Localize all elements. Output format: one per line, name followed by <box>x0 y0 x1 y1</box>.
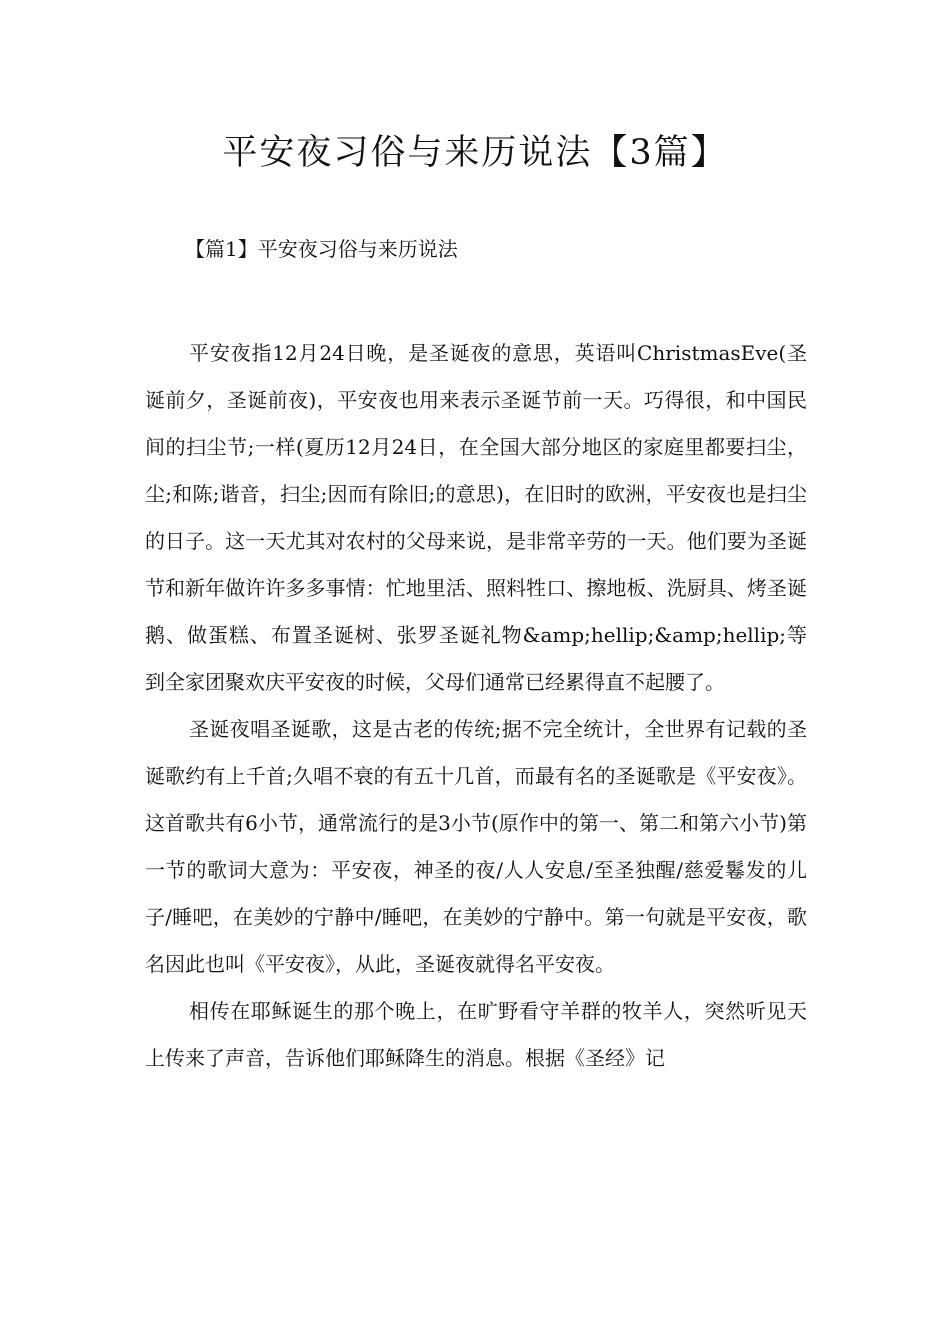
paragraph-3: 相传在耶稣诞生的那个晚上，在旷野看守羊群的牧羊人，突然听见天上传来了声音，告诉他们耶稣降生的消息。根据《圣经》记 <box>145 999 807 1070</box>
section-heading: 【篇1】平安夜习俗与来历说法 <box>185 237 458 261</box>
paragraph-1: 平安夜指12月24日晚，是圣诞夜的意思，英语叫ChristmasEve(圣诞前夕，圣诞前夜)，平安夜也用来表示圣诞节前一天。巧得很，和中国民间的扫尘节;一样(夏历12月24日，在全国大部分地区的家庭里都要扫尘，尘;和陈;谐音，扫尘;因而有除旧;的意思)，在旧时的欧洲，平安夜也是扫尘的日子。这一天尤其对农村的父母来说，是非常辛劳的一天。他们要为圣诞节和新年做许许多多事情：忙地里活、照料牲口、擦地板、洗厨具、烤圣诞鹅、做蛋糕、布置圣诞树、张罗圣诞礼物&amp;hellip;&amp;hellip;等到全家团聚欢庆平安夜的时候，父母们通常已经累得直不起腰了。 <box>145 341 807 694</box>
paragraph-2: 圣诞夜唱圣诞歌，这是古老的传统;据不完全统计，全世界有记载的圣诞歌约有上千首;久唱不衰的有五十几首，而最有名的圣诞歌是《平安夜》。这首歌共有6小节，通常流行的是3小节(原作中的第一、第二和第六小节)第一节的歌词大意为：平安夜，神圣的夜/人人安息/至圣独醒/慈爱鬈发的儿子/睡吧，在美妙的宁静中/睡吧，在美妙的宁静中。第一句就是平安夜，歌名因此也叫《平安夜》，从此，圣诞夜就得名平安夜。 <box>145 717 807 976</box>
document-title: 平安夜习俗与来历说法【3篇】 <box>222 133 728 173</box>
document-body <box>145 330 807 1082</box>
